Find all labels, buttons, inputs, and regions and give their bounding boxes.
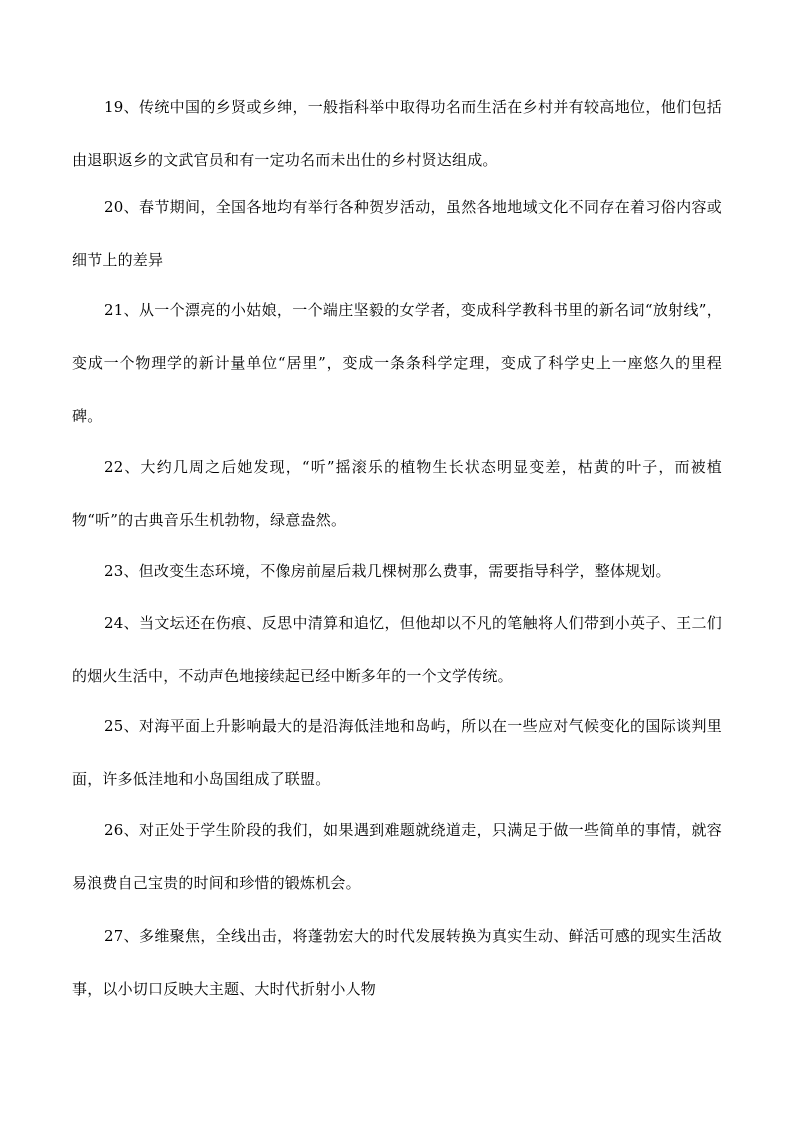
sentence-item-19: 19、传统中国的乡贤或乡绅，一般指科举中取得功名而生活在乡村并有较高地位，他们包括由退职返乡的文武官员和有一定功名而未出仕的乡村贤达组成。 <box>72 98 722 169</box>
sentence-item-26: 26、对正处于学生阶段的我们，如果遇到难题就绕道走，只满足于做一些简单的事情，就容易浪费自己宝贵的时间和珍惜的锻炼机会。 <box>72 821 722 892</box>
sentence-item-21: 21、从一个漂亮的小姑娘，一个端庄坚毅的女学者，变成科学教科书里的新名词“放射线”，变成一个物理学的新计量单位“居里”，变成一条条科学定理，变成了科学史上一座悠久的里程碑。 <box>72 301 722 425</box>
sentence-item-22: 22、大约几周之后她发现，“听”摇滚乐的植物生长状态明显变差，枯黄的叶子，而被植物“听”的古典音乐生机勃物，绿意盎然。 <box>72 458 722 529</box>
sentence-item-20: 20、春节期间，全国各地均有举行各种贺岁活动，虽然各地地域文化不同存在着习俗内容或细节上的差异 <box>72 198 722 269</box>
sentence-item-23: 23、但改变生态环境，不像房前屋后栽几棵树那么费事，需要指导科学，整体规划。 <box>104 562 671 580</box>
sentence-item-24: 24、当文坛还在伤痕、反思中清算和追忆，但他却以不凡的笔触将人们带到小英子、王二们的烟火生活中，不动声色地接续起已经中断多年的一个文学传统。 <box>72 614 722 685</box>
sentence-item-25: 25、对海平面上升影响最大的是沿海低洼地和岛屿，所以在一些应对气候变化的国际谈判里面，许多低洼地和小岛国组成了联盟。 <box>72 717 722 788</box>
sentence-item-27: 27、多维聚焦，全线出击，将蓬勃宏大的时代发展转换为真实生动、鲜活可感的现实生活故事，以小切口反映大主题、大时代折射小人物 <box>72 927 722 998</box>
